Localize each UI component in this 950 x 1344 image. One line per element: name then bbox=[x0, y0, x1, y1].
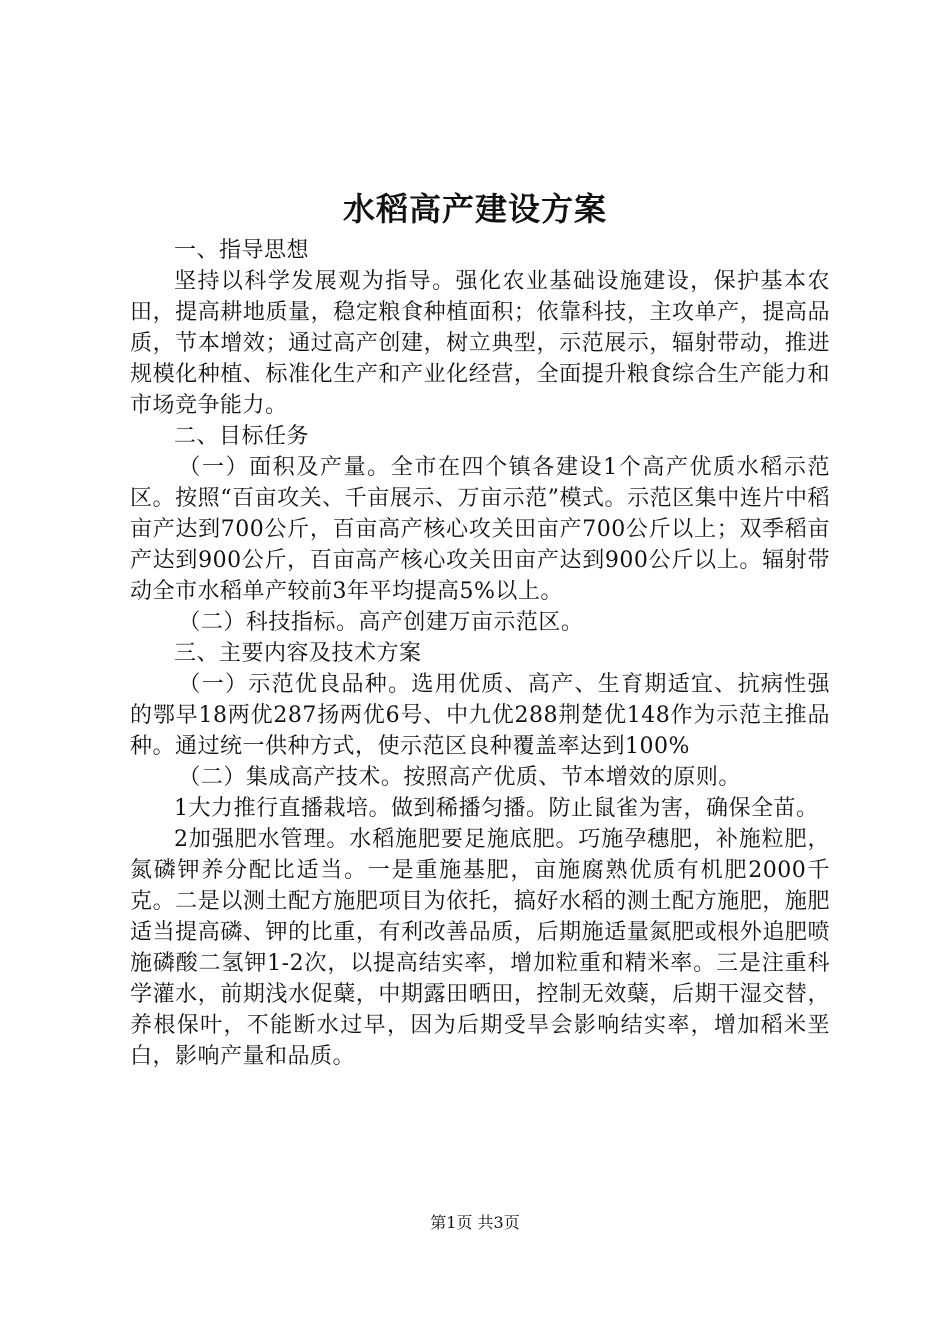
paragraph-integrated-tech: （二）集成高产技术。按照高产优质、节本增效的原则。 bbox=[178, 765, 741, 790]
paragraph-guiding-ideology: 坚持以科学发展观为指导。强化农业基础设施建设，保护基本农田，提高耕地质量，稳定粮食种植面积；依靠科技，主攻单产，提高品质，节本增效；通过高产创建，树立典型，示范展示，辐射带动，推进规模化种植、标准化生产和产业化经营，全面提升粮食综合生产能力和市场竞争能力。 bbox=[130, 269, 830, 418]
section-heading-guiding-ideology: 一、指导思想 bbox=[174, 238, 310, 263]
document-body bbox=[130, 235, 830, 1072]
paragraph-demo-varieties: （一）示范优良品种。选用优质、高产、生育期适宜、抗病性强的鄂早18两优287扬两优6号、中九优288荆楚优148作为示范主推品种。通过统一供种方式，使示范区良种覆盖率达到100% bbox=[130, 672, 830, 759]
paragraph-tech-indicators: （二）科技指标。高产创建万亩示范区。 bbox=[178, 610, 584, 635]
page-footer: 第1页 共3页 bbox=[430, 1213, 520, 1232]
section-heading-main-content: 三、主要内容及技术方案 bbox=[174, 641, 422, 666]
paragraph-direct-seeding: 1大力推行直播栽培。做到稀播匀播。防止鼠雀为害，确保全苗。 bbox=[174, 796, 819, 821]
section-heading-goals-tasks: 二、目标任务 bbox=[174, 424, 310, 449]
paragraph-fertilizer-water: 2加强肥水管理。水稻施肥要足施底肥。巧施孕穗肥，补施粒肥，氮磷钾养分配比适当。一是重施基肥，亩施腐熟优质有机肥2000千克。二是以测土配方施肥项目为依托，搞好水稻的测土配方施肥，施肥适当提高磷、钾的比重，有利改善品质，后期施适量氮肥或根外追肥喷施磷酸二氢钾1-2次，以提高结实率，增加粒重和精米率。三是注重科学灌水，前期浅水促蘖，中期露田晒田，控制无效蘖，后期干湿交替，养根保叶，不能断水过早，因为后期受旱会影响结实率，增加稻米垩白，影响产量和品质。 bbox=[130, 827, 830, 1069]
document-title: 水稻高产建设方案 bbox=[342, 190, 607, 228]
paragraph-area-yield: （一）面积及产量。全市在四个镇各建设1个高产优质水稻示范区。按照“百亩攻关、千亩展示、万亩示范”模式。示范区集中连片中稻亩产达到700公斤，百亩高产核心攻关田亩产700公斤以上；双季稻亩产达到900公斤，百亩高产核心攻关田亩产达到900公斤以上。辐射带动全市水稻单产较前3年平均提高5%以上。 bbox=[130, 455, 830, 604]
